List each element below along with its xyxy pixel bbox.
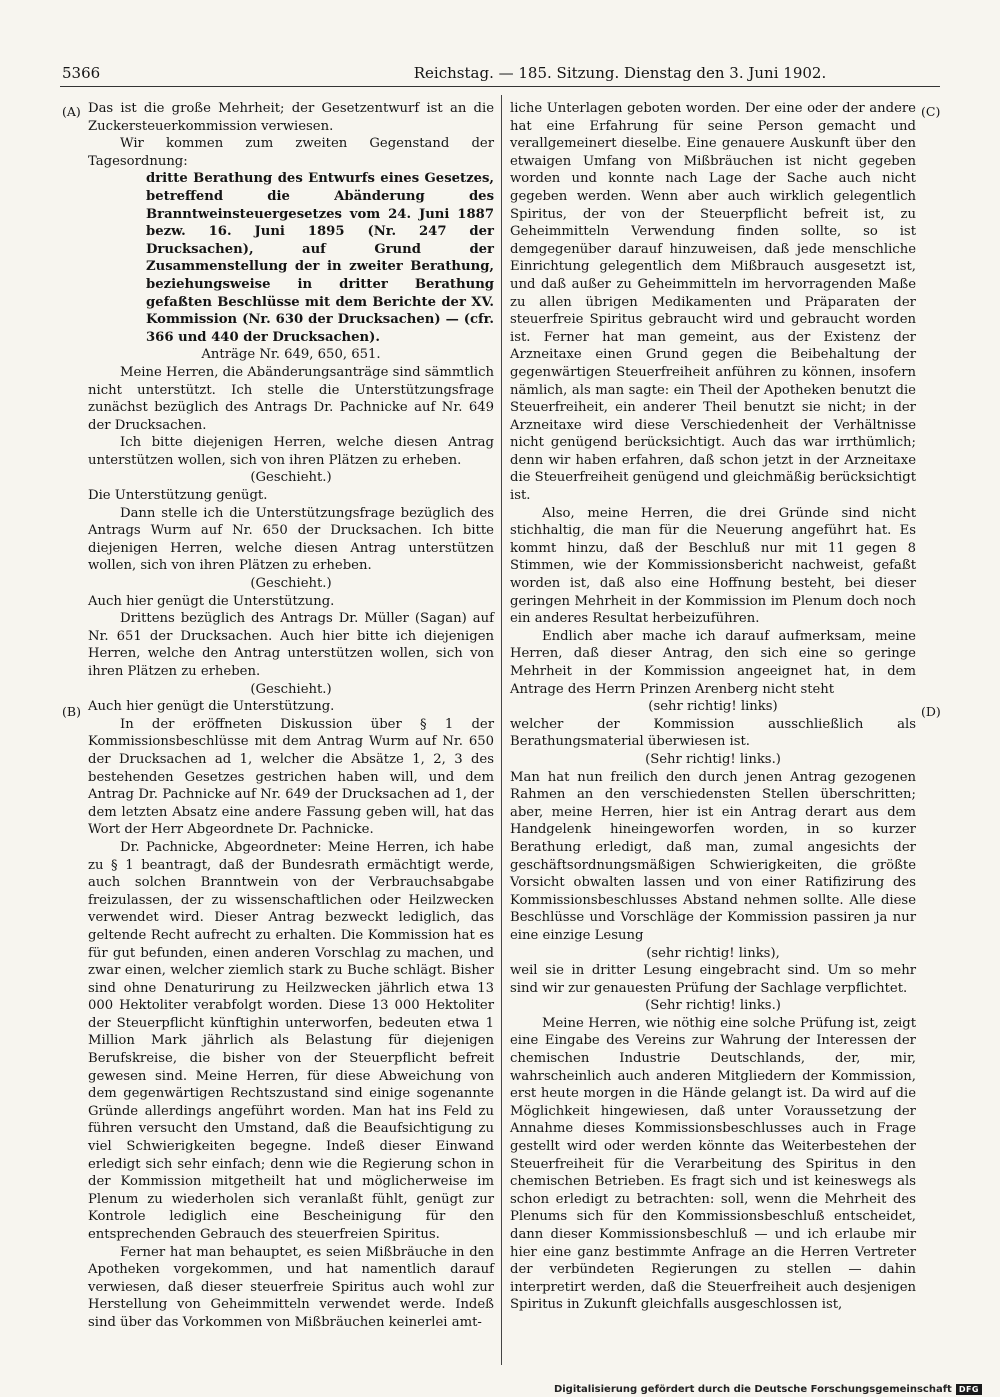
paragraph: Ferner hat man behauptet, es seien Mißbräuche in den Apotheken vorgekommen, und hat namentlich darauf verwiesen, daß dieser steuerfreie Spiritus auch wohl zur Herstellung von Geheimmitteln verwendet werde. Indeß sind über das Vorkommen von Mißbräuchen keinerlei amt-: [88, 1244, 494, 1330]
margin-mark-a: (A): [62, 104, 81, 119]
header-rule: [60, 86, 940, 87]
margin-mark-c: (C): [921, 104, 941, 119]
left-column: [88, 100, 494, 1332]
interjection: (sehr richtig! links): [648, 699, 778, 715]
speech-paragraph: Dr. Pachnicke, Abgeordneter: Meine Herren, ich habe zu § 1 beantragt, daß der Bundesrath ermächtigt werde, auch solchen Branntwein von der Verbrauchsabgabe freizulassen, der zu wissenschaftlichen oder Heilzwecken verwendet wird. Dieser Antrag bezweckt lediglich, das geltende Recht aufrecht zu erhalten. Die Kommission hat es für gut befunden, einen anderen Vorschlag zu machen, und zwar einen, welcher ziemlich stark zu Buche schlägt. Bisher sind ohne Denaturirung zu Heilzwecken jährlich etwa 13 000 Hektoliter verabfolgt worden. Diese 13 000 Hektoliter der Steuerpflicht künftighin unterworfen, bedeuten etwa 1 Million Mark jährlich als Belastung für diejenigen Berufskreise, die bisher von der Steuerpflicht befreit gewesen sind. Meine Herren, für diese Abweichung von dem gegenwärtigen Rechtszustand sind einige sogenannte Gründe allerdings angeführt worden. Man hat ins Feld zu führen versucht den Umstand, daß die Beaufsichtigung zu viel Schwierigkeiten begegne. Indeß dieser Einwand erledigt sich sehr einfach; denn wie die Regierung schon in der Kommission mitgetheilt hat und möglicherweise im Plenum zu wiederholen sich veranlaßt fühlt, genügt zur Kontrole lediglich eine Bescheinigung für den entsprechenden Gebrauch des steuerfreien Spiritus.: [88, 839, 494, 1242]
paragraph: Also, meine Herren, die drei Gründe sind nicht stichhaltig, die man für die Neuerung angeführt hat. Es kommt hinzu, daß der Beschluß nur mit 11 gegen 8 Stimmen, wie der Kommissionsbericht nachweist, gefaßt worden ist, daß also eine Hoffnung besteht, bei dieser geringen Mehrheit in der Kommission im Plenum doch noch ein anderes Resultat herbeizuführen.: [510, 505, 916, 627]
paragraph: Meine Herren, die Abänderungsanträge sind sämmtlich nicht unterstützt. Ich stelle die Unterstützungsfrage zunächst bezüglich des Antrags Dr. Pachnicke auf Nr. 649 der Drucksachen.: [88, 364, 494, 433]
paragraph: Wir kommen zum zweiten Gegenstand der Tagesordnung:: [88, 136, 494, 169]
interjection: (Sehr richtig! links.): [645, 751, 781, 767]
margin-mark-d: (D): [921, 704, 941, 719]
page-number: 5366: [62, 64, 101, 82]
running-header: [62, 62, 938, 84]
interjection: (sehr richtig! links),: [646, 945, 780, 961]
paragraph: Drittens bezüglich des Antrags Dr. Müller (Sagan) auf Nr. 651 der Drucksachen. Auch hier bitte ich diejenigen Herren, welche den Antrag unterstützen wollen, sich von ihren Plätzen zu erheben.: [88, 611, 494, 679]
stage-direction: (Geschieht.): [250, 576, 332, 592]
margin-mark-b: (B): [62, 704, 81, 719]
paragraph: Dann stelle ich die Unterstützungsfrage bezüglich des Antrags Wurm auf Nr. 650 der Drucksachen. Ich bitte diejenigen Herren, welche diesen Antrag unterstützen wollen, sich von ihren Plätzen zu erheben.: [88, 505, 494, 574]
paragraph: Ich bitte diejenigen Herren, welche diesen Antrag unterstützen wollen, sich von ihren Plätzen zu erheben.: [88, 435, 494, 468]
paragraph: weil sie in dritter Lesung eingebracht sind. Um so mehr sind wir zur genauesten Prüfung der Sachlage verpflichtet.: [510, 963, 916, 996]
paragraph: Das ist die große Mehrheit; der Gesetzentwurf ist an die Zuckersteuerkommission verwiesen.: [88, 101, 494, 134]
right-column: [510, 100, 916, 1314]
paragraph: Auch hier genügt die Unterstützung.: [88, 699, 335, 715]
paragraph: Auch hier genügt die Unterstützung.: [88, 593, 335, 609]
stage-direction: (Geschieht.): [250, 681, 332, 697]
paragraph: In der eröffneten Diskussion über § 1 der Kommissionsbeschlüsse mit dem Antrag Wurm auf Nr. 650 der Drucksachen ad 1, welcher die Absätze 1, 2, 3 des bestehenden Gesetzes gestrichen haben will, und dem Antrag Dr. Pachnicke auf Nr. 649 der Drucksachen ad 1, der dem letzten Absatz eine andere Fassung geben will, hat das Wort der Herr Abgeordnete Dr. Pachnicke.: [88, 716, 494, 838]
motions-line: Anträge Nr. 649, 650, 651.: [201, 347, 381, 363]
agenda-item: dritte Berathung des Entwurfs eines Gesetzes, betreffend die Abänderung des Branntweinsteuergesetzes vom 24. Juni 1887 bezw. 16. Juni 1895 (Nr. 247 der Drucksachen), auf Grund der Zusammenstellung der in zweiter Berathung, beziehungsweise in dritter Berathung gefaßten Beschlüsse mit dem Berichte der XV. Kommission (Nr. 630 der Drucksachen) — (cfr. 366 und 440 der Drucksachen).: [146, 171, 494, 345]
paragraph: liche Unterlagen geboten worden. Der eine oder der andere hat eine Erfahrung für seine Person gemacht und verallgemeinert dieselbe. Eine genauere Auskunft über den etwaigen Umfang von Mißbräuchen ist nicht gegeben worden und konnte nach Lage der Sache auch nicht gegeben werden. Wenn aber auch wirklich gelegentlich Spiritus, der von der Steuerpflicht befreit ist, zu Geheimmitteln Verwendung finden sollte, so ist demgegenüber darauf hinzuweisen, daß jede menschliche Einrichtung gelegentlich dem Mißbrauch ausgesetzt ist, und daß außer zu Geheimmitteln im hervorragenden Maße zu allen übrigen Medikamenten und Präparaten der steuerfreie Spiritus gebraucht wird und gebraucht worden ist. Ferner hat man gemeint, aus der Existenz der Arzneitaxe einen Grund gegen die Beibehaltung der gegenwärtigen Steuerfreiheit anführen zu können, insofern nämlich, als man sagte: ein Theil der Apotheken benutzt die Steuerfreiheit, ein anderer Theil benutzt sie nicht; in der Arzneitaxe wird diese Verschiedenheit der Verhältnisse nicht genügend berücksichtigt. Auch das war irrthümlich; denn wir haben erfahren, daß schon jetzt in der Arzneitaxe die Steuerfreiheit genügend und gleichmäßig berücksichtigt ist.: [510, 101, 916, 504]
running-title: Reichstag. — 185. Sitzung. Dienstag den 3. Juni 1902.: [413, 64, 827, 82]
paragraph: Man hat nun freilich den durch jenen Antrag gezogenen Rahmen an den verschiedensten Stellen überschritten; aber, meine Herren, hier ist ein Antrag derart aus dem Handgelenk hineingeworfen worden, in so kurzer Berathung erledigt, daß man, zumal angesichts der geschäftsordnungsmäßigen Schwierigkeiten, die größte Vorsicht obwalten lassen und von einer Ratifizirung des Kommissionsbeschlusses Abstand nehmen sollte. Alle diese Beschlüsse und Vorschläge der Kommission passiren ja nur eine einzige Lesung: [510, 769, 916, 943]
stage-direction: (Geschieht.): [250, 470, 332, 486]
paragraph: Meine Herren, wie nöthig eine solche Prüfung ist, zeigt eine Eingabe des Vereins zur Wahrung der Interessen der chemischen Industrie Deutschlands, der, mir, wahrscheinlich auch anderen Mitgliedern der Kommission, erst heute morgen in die Hände gelangt ist. Da wird auf die Möglichkeit hingewiesen, daß unter Voraussetzung der Annahme dieses Kommissionsbeschlusses auch in Frage gestellt wird oder werden könnte das Weiterbestehen der Steuerfreiheit für die Verarbeitung des Spiritus in den chemischen Betrieben. Es fragt sich und ist keineswegs als schon erledigt zu betrachten: soll, wenn die Mehrheit des Plenums sich für den Kommissionsbeschluß entscheidet, dann dieser Kommissionsbeschluß — und ich erlaube mir hier eine ganz bestimmte Anfrage an die Herren Vertreter der verbündeten Regierungen zu stellen — dahin interpretirt werden, daß die Steuerfreiheit auch desjenigen Spiritus in Zukunft gleichfalls ausgeschlossen ist,: [510, 1015, 916, 1313]
paragraph: Die Unterstützung genügt.: [88, 488, 268, 504]
paragraph: Endlich aber mache ich darauf aufmerksam, meine Herren, daß dieser Antrag, den sich eine so geringe Mehrheit in der Kommission angeeignet hat, in dem Antrage des Herrn Prinzen Arenberg nicht steht: [510, 628, 916, 697]
dfg-logo: DFG: [956, 1384, 982, 1395]
column-divider: [501, 95, 502, 1365]
footer-text: Digitalisierung gefördert durch die Deutsche Forschungsgemeinschaft: [553, 1384, 952, 1395]
interjection: (Sehr richtig! links.): [645, 998, 781, 1014]
paragraph: welcher der Kommission ausschließlich als Berathungsmaterial überwiesen ist.: [510, 716, 916, 750]
digitization-footer: [554, 1384, 982, 1395]
